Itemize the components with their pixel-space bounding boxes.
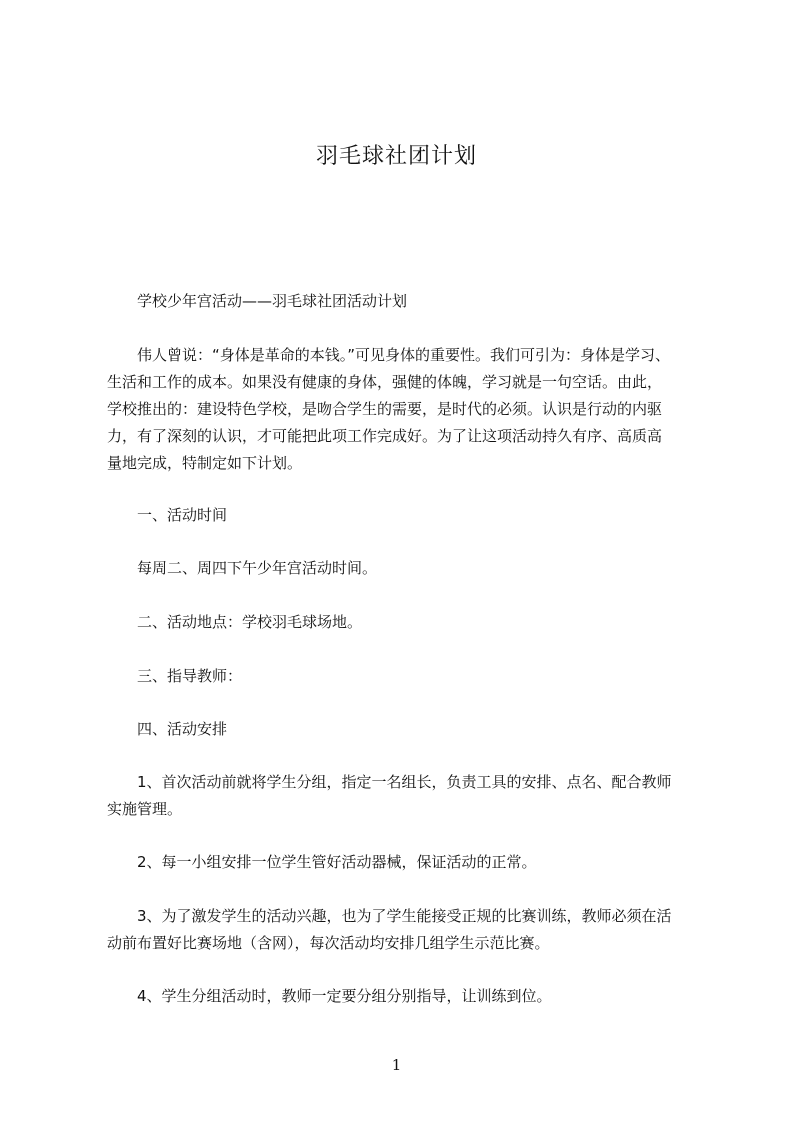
intro-line: 量地完成，特制定如下计划。 <box>107 454 303 472</box>
document-title: 羽毛球社团计划 <box>315 144 477 169</box>
arrangement-item-4: 4、学生分组活动时，教师一定要分组分别指导，让训练到位。 <box>137 987 552 1005</box>
item-line: 动前布置好比赛场地（含网），每次活动均安排几组学生示范比赛。 <box>107 934 550 952</box>
section-time-text: 每周二、周四下午少年宫活动时间。 <box>137 559 378 577</box>
section-teacher: 三、指导教师： <box>137 667 243 685</box>
section-time-heading: 一、活动时间 <box>137 506 228 524</box>
item-line: 3、为了激发学生的活动兴趣，也为了学生能接受正规的比赛训练，教师必须在活 <box>137 907 672 925</box>
arrangement-item-2: 2、每一小组安排一位学生管好活动器械，保证活动的正常。 <box>137 853 537 871</box>
section-arrangement-heading: 四、活动安排 <box>137 720 228 738</box>
document-subtitle: 学校少年宫活动——羽毛球社团活动计划 <box>137 292 408 310</box>
intro-line: 学校推出的：建设特色学校，是吻合学生的需要，是时代的必须。认识是行动的内驱 <box>107 400 663 418</box>
item-line: 实施管理。 <box>107 800 183 818</box>
intro-line: 生活和工作的成本。如果没有健康的身体，强健的体魄，学习就是一句空话。由此， <box>107 373 663 391</box>
intro-line: 力，有了深刻的认识，才可能把此项工作完成好。为了让这项活动持久有序、高质高 <box>107 427 663 445</box>
intro-line: 伟人曾说：“身体是革命的本钱。”可见身体的重要性。我们可引为：身体是学习、 <box>137 346 671 364</box>
page-number: 1 <box>391 1056 402 1074</box>
section-place: 二、活动地点：学校羽毛球场地。 <box>137 613 363 631</box>
item-line: 1、首次活动前就将学生分组，指定一名组长，负责工具的安排、点名、配合教师 <box>137 773 672 791</box>
